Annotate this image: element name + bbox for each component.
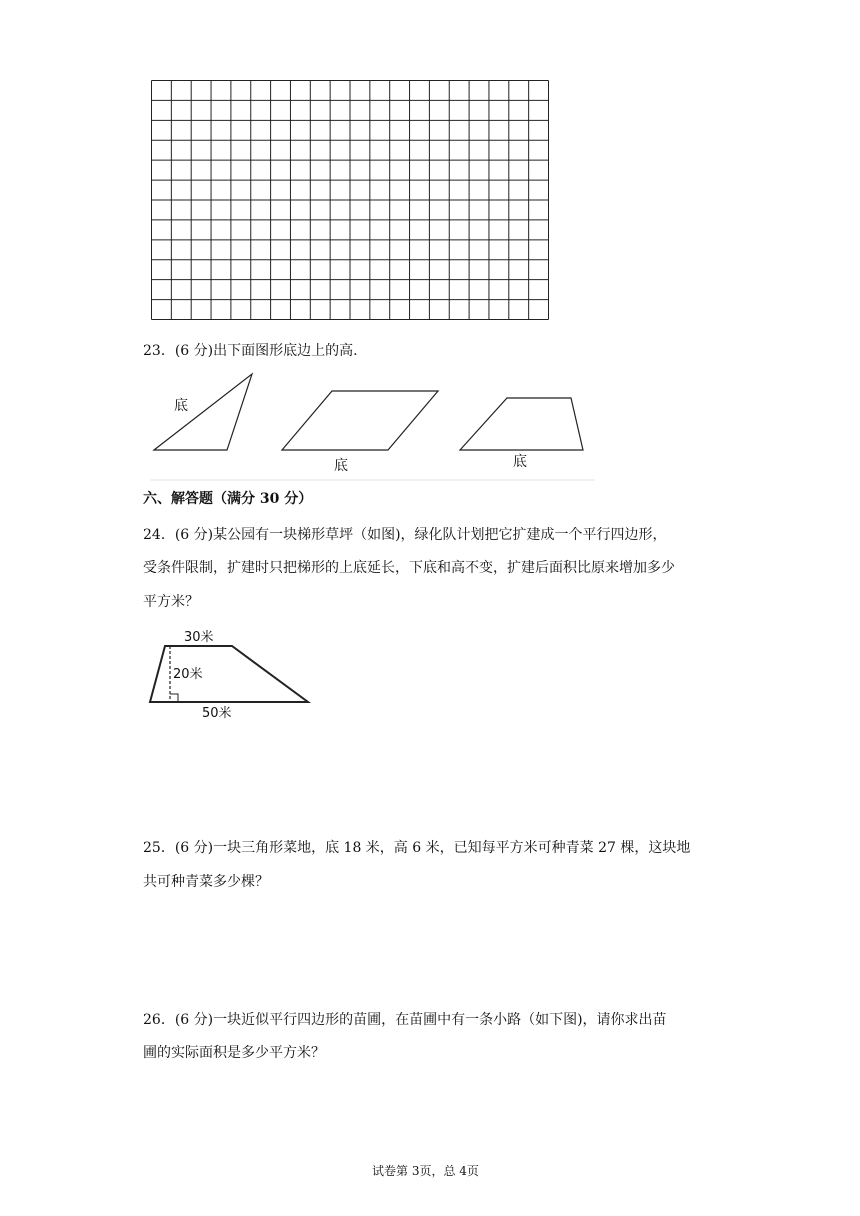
bottom-base-label: 50米	[202, 706, 232, 721]
page-footer: 试卷第 3页，总 4页	[372, 1164, 479, 1178]
q23-figures	[140, 368, 600, 483]
grid-paper	[151, 80, 549, 320]
parallelogram-base-label: 底	[334, 458, 348, 474]
question-26-line-1: 26．(6 分)一块近似平行四边形的苗圃，在苗圃中有一条小路（如下图)，请你求出苗	[143, 1012, 667, 1028]
section-6-title: 六、解答题（满分 30 分）	[143, 491, 313, 507]
height-label: 20米	[173, 667, 203, 682]
question-23-text: 23．(6 分)出下面图形底边上的高.	[143, 343, 358, 359]
top-base-label: 30米	[184, 630, 214, 645]
trapezoid-figure	[460, 398, 583, 450]
parallelogram-figure	[282, 391, 438, 450]
question-26-line-2: 圃的实际面积是多少平方米？	[143, 1045, 325, 1061]
question-25-line-1: 25．(6 分)一块三角形菜地，底 18 米，高 6 米，已知每平方米可种青菜 27 棵，这块地	[143, 840, 691, 856]
question-25-line-2: 共可种青菜多少棵？	[143, 874, 269, 890]
right-angle-mark	[170, 694, 178, 702]
triangle-base-label: 底	[174, 398, 188, 414]
trapezoid-base-label: 底	[513, 454, 527, 470]
question-24-line-1: 24．(6 分)某公园有一块梯形草坪（如图)，绿化队计划把它扩建成一个平行四边形，	[143, 527, 667, 543]
triangle-figure	[154, 374, 252, 450]
q24-trapezoid-figure	[140, 622, 320, 724]
question-24-line-2: 受条件限制，扩建时只把梯形的上底延长，下底和高不变，扩建后面积比原来增加多少	[143, 560, 675, 576]
question-24-line-3: 平方米？	[143, 594, 199, 610]
